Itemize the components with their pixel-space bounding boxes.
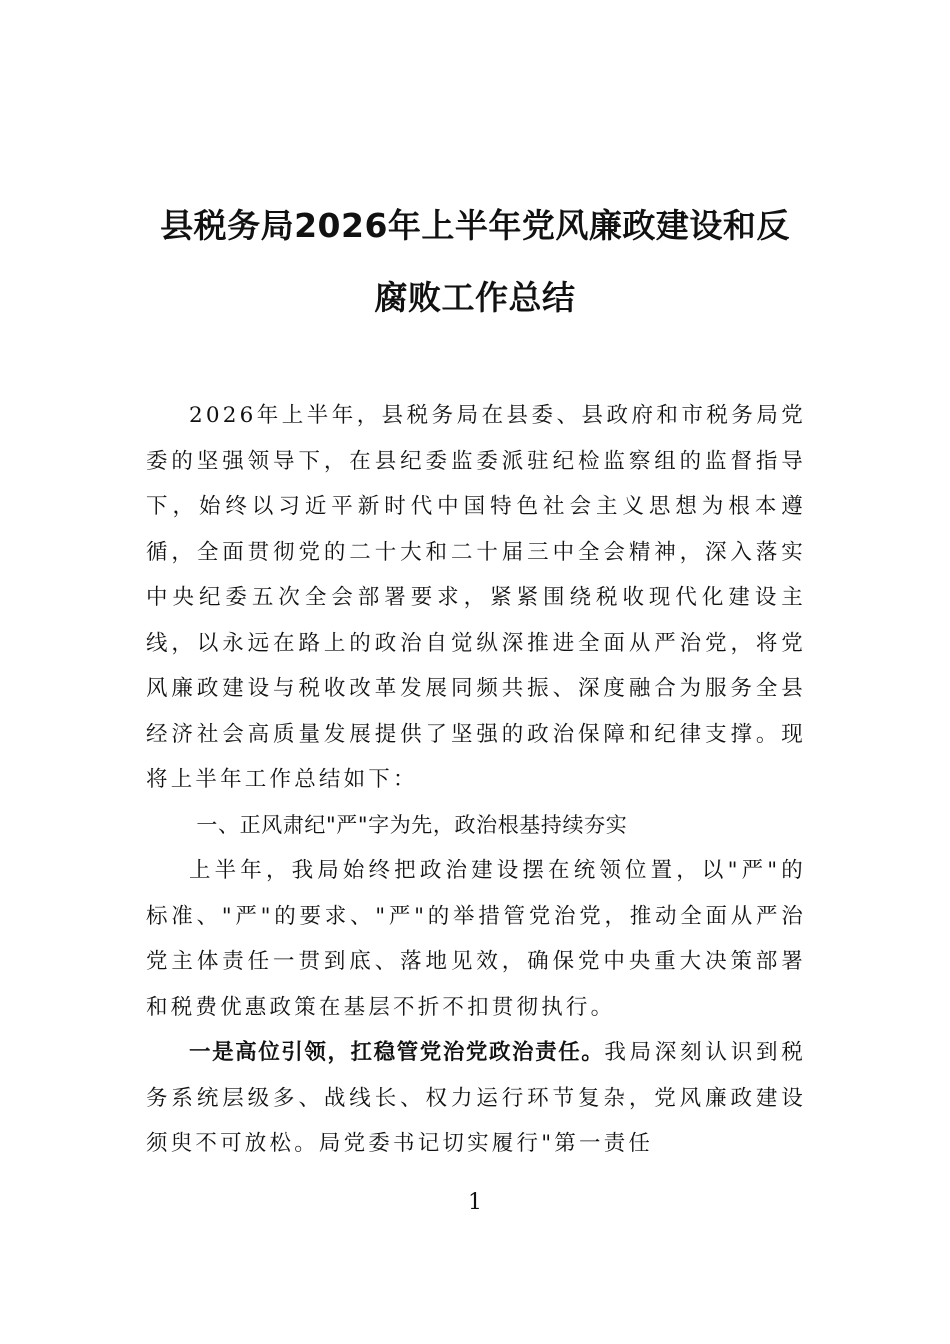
intro-paragraph: 2026年上半年，县税务局在县委、县政府和市税务局党委的坚强领导下，在县纪委监委派驻纪检监察组的监督指导下，始终以习近平新时代中国特色社会主义思想为根本遵循，全面贯彻党的二十大和二十届三中全会精神，深入落实中央纪委五次全会部署要求，紧紧围绕税收现代化建设主线，以永远在路上的政治自觉纵深推进全面从严治党，将党风廉政建设与税收改革发展同频共振、深度融合为服务全县经济社会高质量发展提供了坚强的政治保障和纪律支撑。现将上半年工作总结如下： (146, 403, 806, 792)
point-1-lead: 一是高位引领，扛稳管党治党政治责任。 (189, 1040, 605, 1065)
section-heading-1: 一、正风肃纪"严"字为先，政治根基持续夯实 (196, 812, 628, 837)
document-body (146, 393, 806, 1167)
page-number: 1 (468, 1190, 482, 1215)
document-title-line-2: 腐败工作总结 (374, 278, 576, 317)
point-1-paragraph (146, 1030, 806, 1167)
point-1-text: 我局深刻认识到税务系统层级多、战线长、权力运行环节复杂，党风廉政建设须臾不可放松。局党委书记切实履行"第一责任 (146, 1040, 806, 1156)
section-1-paragraph: 上半年，我局始终把政治建设摆在统领位置，以"严"的标准、"严"的要求、"严"的举措管党治党，推动全面从严治党主体责任一贯到底、落地见效，确保党中央重大决策部署和税费优惠政策在基层不折不扣贯彻执行。 (146, 858, 806, 1020)
document-title-line-1: 县税务局2026年上半年党风廉政建设和反 (160, 206, 790, 245)
document-title (120, 190, 830, 334)
